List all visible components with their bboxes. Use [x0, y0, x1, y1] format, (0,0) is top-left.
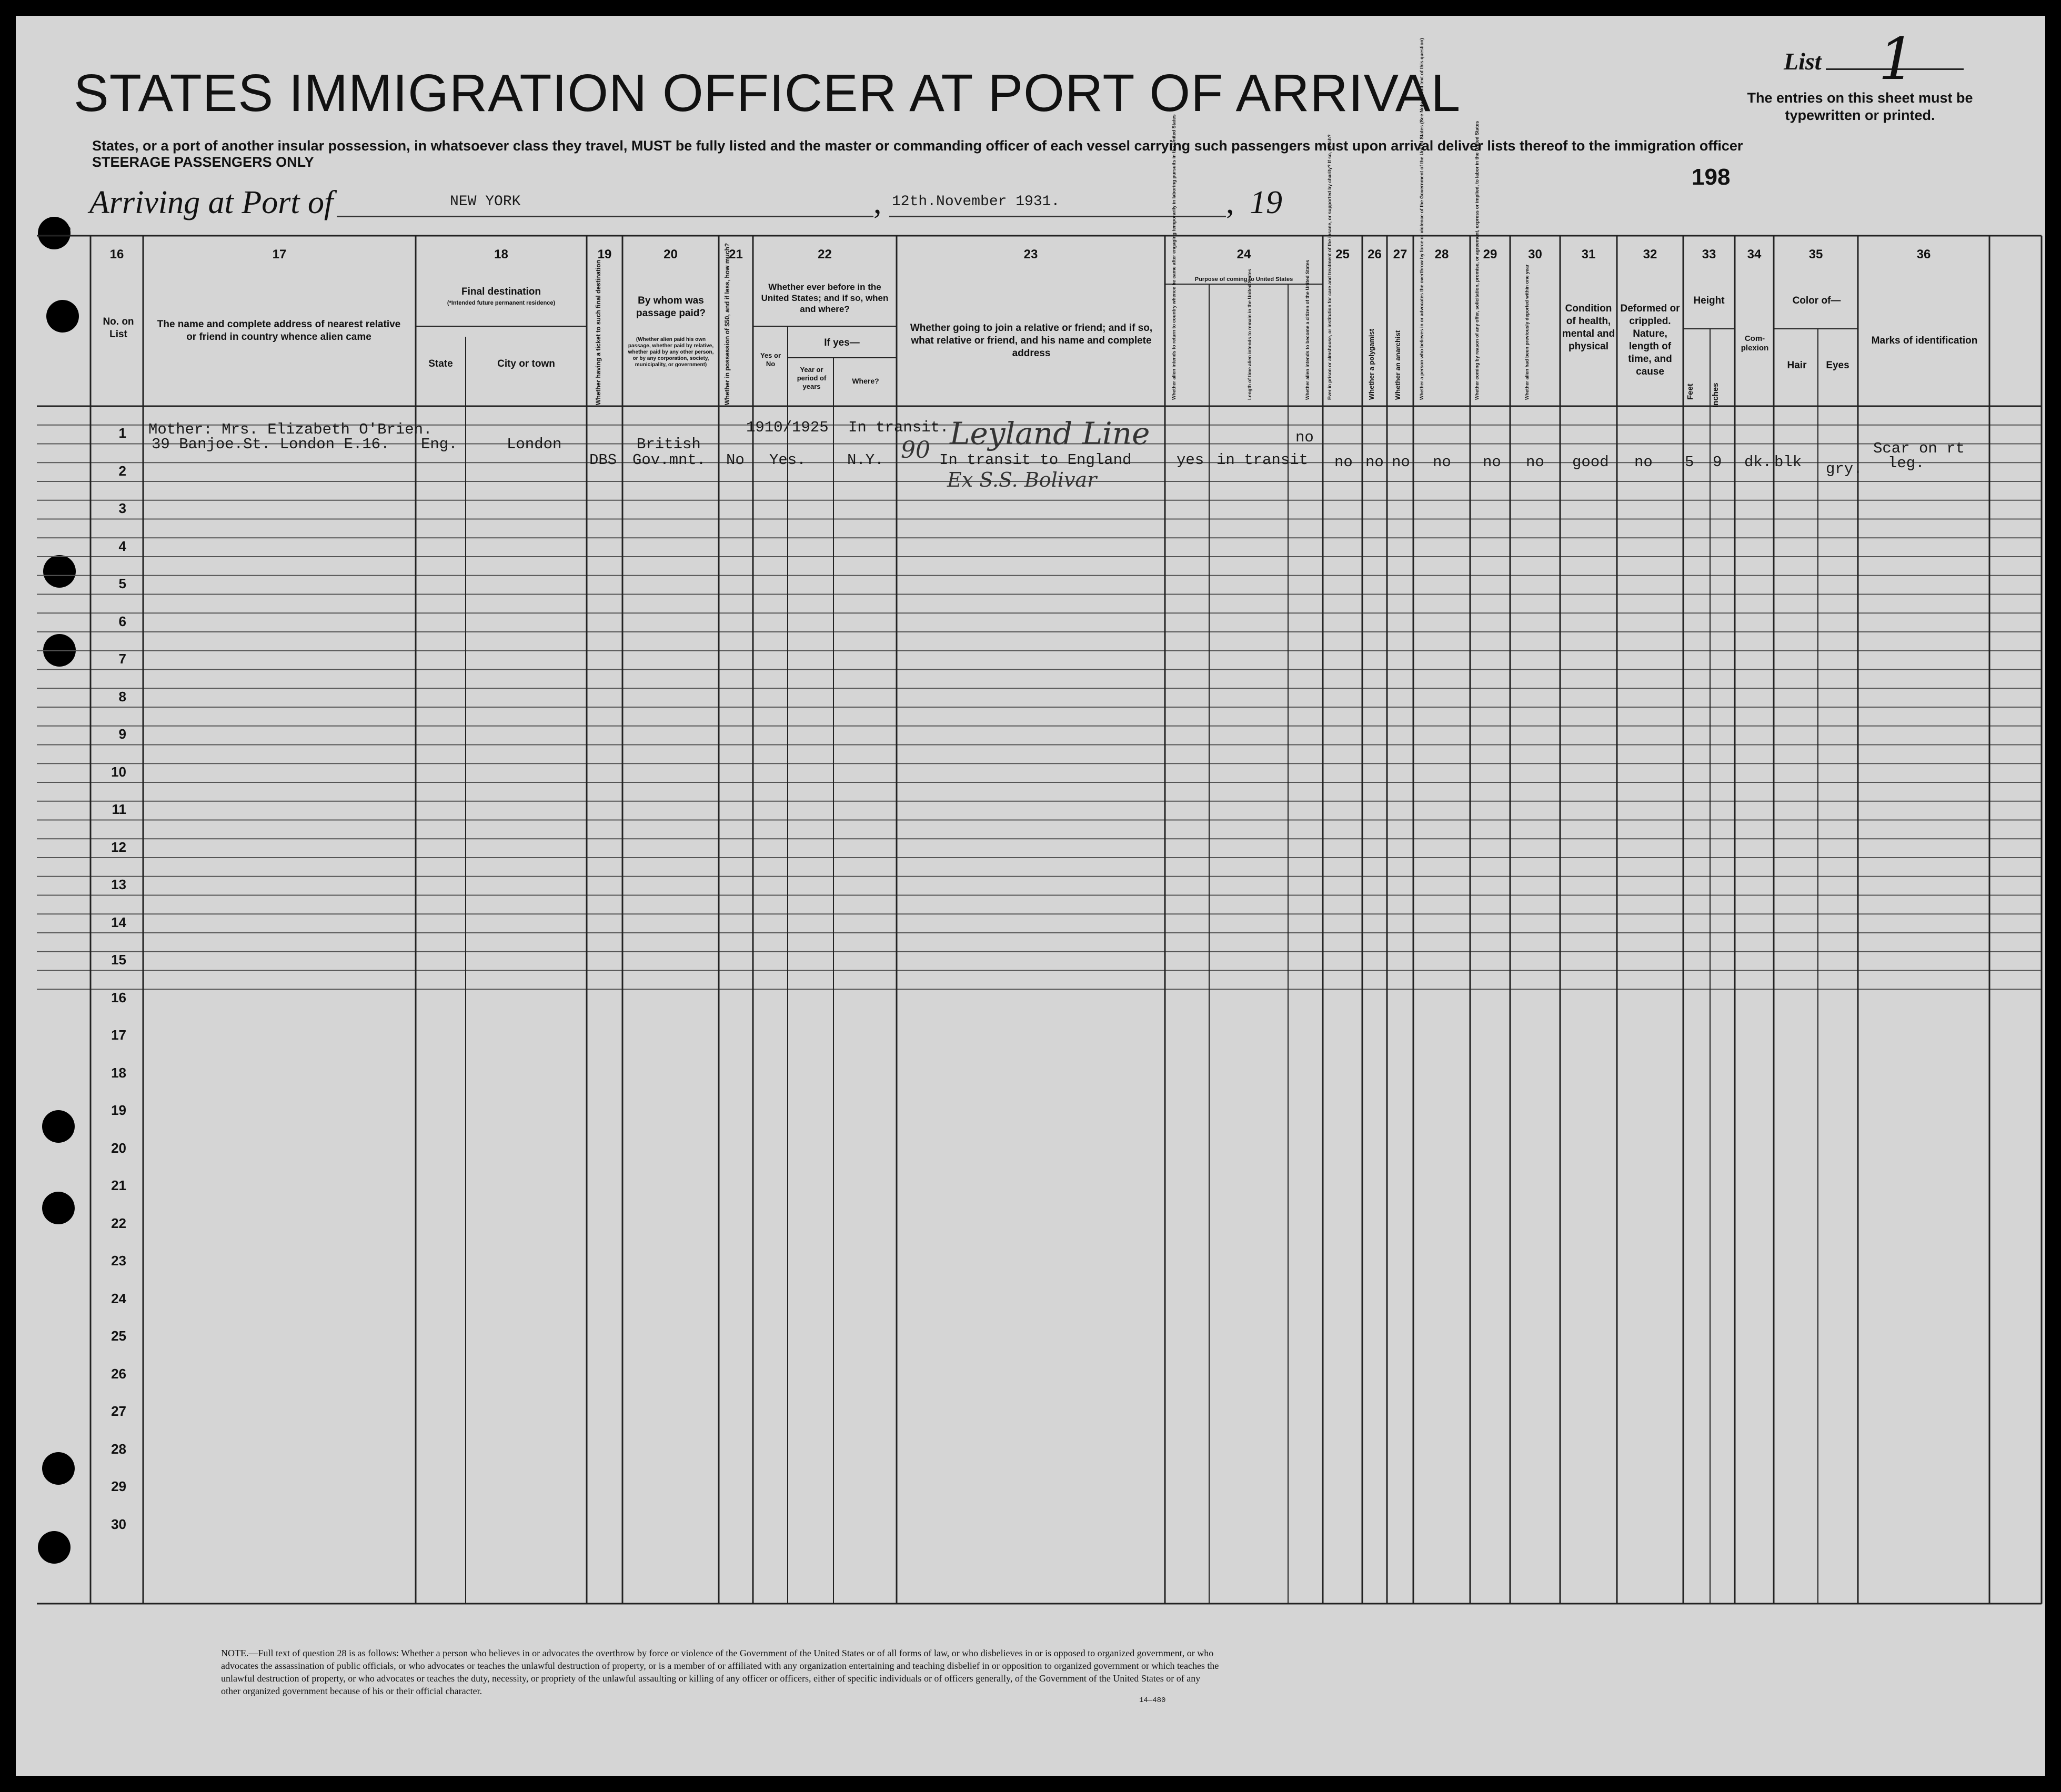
entry-health: good [1572, 454, 1609, 471]
row-number: 25 [111, 1328, 126, 1344]
header-purpose-return: Whether alien intends to return to country whence he came after engaging temporarily in laboring pursuits in the United States [1171, 114, 1177, 400]
entry-ticket: DBS [589, 451, 617, 469]
header-anarchist: Whether an anarchist [1394, 330, 1402, 400]
row-number: 11 [112, 801, 126, 817]
header-passage-note: (Whether alien paid his own passage, whether paid by relative, whether paid by any other person, or by any corporation, society, municipality, or government) [628, 337, 714, 368]
header-no-on-list: No. on List [103, 316, 134, 340]
row-number: 22 [111, 1215, 126, 1231]
entry-c25: no [1334, 454, 1353, 471]
entry-hair: blk [1774, 454, 1802, 471]
entry-ever-before-yes: Yes. [769, 451, 806, 469]
header-polygamist: Whether a polygamist [1368, 328, 1375, 400]
entry-relative-line1: Mother: Mrs. Elizabeth O'Brien. [148, 421, 433, 438]
header-joining: Whether going to join a relative or friend; and if so, what relative or friend, and his name and complete address [910, 323, 1153, 359]
list-label: List [1784, 48, 1822, 75]
row-number: 1 [118, 425, 126, 441]
entry-deformed: no [1634, 454, 1653, 471]
entry-city: London [507, 436, 562, 453]
entry-c27: no [1392, 454, 1410, 471]
date-value: 12th.November 1931. [892, 194, 1060, 210]
header-purpose-length: Length of time alien intends to remain in the United States [1247, 268, 1252, 400]
entry-c30: no [1526, 454, 1544, 471]
header-purpose-citizen: Whether alien intends to become a citizen of the United States [1305, 259, 1310, 400]
entry-marks-line2: leg. [1888, 455, 1925, 472]
comma-1: , [873, 185, 882, 220]
header-ticket: Whether having a ticket to such final destination [595, 259, 602, 405]
header-ever-before: Whether ever before in the United States; and if so, when and where? [761, 282, 889, 314]
row-number: 5 [118, 576, 126, 591]
row-number: 16 [111, 989, 126, 1005]
header-money: Whether in possession of $50, and if less, how much? [723, 243, 731, 405]
header-marks: Marks of identification [1871, 335, 1978, 346]
row-number: 27 [111, 1403, 126, 1419]
row-number: 24 [111, 1290, 126, 1306]
col-num-26: 26 [1368, 247, 1382, 261]
instruction-line: States, or a port of another insular possession, in whatsoever class they travel, MUST be fully listed and the master or commanding officer of each vessel carrying such passengers must upon arrival deliver lists thereof to the immigration officer [92, 138, 1743, 154]
entry-hand-mark: 90 [901, 437, 930, 464]
header-color-of: Color of— [1792, 295, 1841, 306]
col-num-30: 30 [1528, 247, 1542, 261]
header-if-yes: If yes— [824, 337, 860, 348]
row-number: 3 [118, 500, 126, 516]
header-final-destination-note: (*Intended future permanent residence) [447, 300, 556, 306]
entry-hand-line2: Ex S.S. Bolivar [947, 468, 1097, 491]
header-c25: Ever in prison or almshouse, or institution for care and treatment of the insane, or supported by charity? If so, which? [1327, 134, 1332, 400]
row-number: 18 [111, 1064, 126, 1081]
row-number: 26 [111, 1365, 126, 1382]
arriving-label: Arriving at Port of [89, 185, 334, 220]
entry-hand-line1: Leyland Line [950, 416, 1150, 451]
entry-c26: no [1365, 454, 1384, 471]
col-num-36: 36 [1916, 247, 1931, 261]
row-number: 9 [118, 726, 126, 742]
steerage-line: STEERAGE PASSENGERS ONLY [92, 154, 314, 170]
col-num-23: 23 [1023, 247, 1038, 261]
row-number: 6 [118, 613, 126, 629]
header-yes-or-no: Yes or No [760, 351, 781, 368]
entry-c29: no [1483, 454, 1501, 471]
row-number: 8 [118, 688, 126, 704]
col-num-35: 35 [1808, 247, 1823, 261]
header-c29: Whether coming by reason of any offer, solicitation, promise, or agreement, express or implied, to labor in the United States [1474, 120, 1480, 400]
entry-eyes: gry. [1826, 460, 1863, 478]
header-condition: Condition of health, mental and physical [1562, 303, 1615, 352]
col-num-21: 21 [729, 247, 743, 261]
header-passage-paid: By whom was passage paid? [636, 295, 706, 319]
row-number: 19 [111, 1102, 126, 1118]
entry-inches: 9 [1713, 454, 1722, 471]
entry-length-of-stay: in transit [1217, 451, 1309, 469]
entry-ever-before-where: N.Y. [847, 451, 884, 469]
header-where: Where? [852, 377, 879, 385]
header-inches: Inches [1711, 382, 1720, 408]
header-purpose: Purpose of coming to United States [1194, 276, 1293, 283]
entry-paid-line2: Gov.mnt. [632, 451, 706, 469]
port-value: NEW YORK [450, 194, 521, 210]
row-number: 14 [111, 914, 126, 930]
sheet-number: 198 [1692, 164, 1731, 190]
entry-ever-before-years: 1910/1925 [746, 419, 829, 436]
row-number: 12 [111, 839, 126, 855]
row-number: 15 [111, 952, 126, 968]
year-prefix: 19 [1250, 185, 1282, 220]
col-num-29: 29 [1483, 247, 1497, 261]
header-year-period: Year or period of years [797, 366, 827, 390]
entry-citizen: no [1295, 429, 1314, 446]
col-num-24: 24 [1236, 247, 1251, 261]
form-number-bottom: 14—480 [1139, 1696, 1166, 1705]
footnote-question-28: NOTE.—Full text of question 28 is as follows: Whether a person who believes in or advocates the overthrow by force or violence of the Government of the United States or of all forms of law, or who disbelieves in or is opposed to organized government, or who advocates the assassination of public officials, or who advocates or teaches the unlawful destruction of property, or is a member of or affiliated with any organization entertaining and teaching disbelief in or opposition to organized government or which teaches the unlawful destruction of property, or who advocates or teaches the duty, necessity, or propriety of the unlawful assaulting or killing of any officer or officers, either of specific individuals or of officers generally, of the Government of the United States or of any other organized government because of his or their official character. [221, 1648, 1219, 1696]
entry-in-transit-top: In transit. [848, 419, 949, 436]
col-num-16: 16 [109, 247, 124, 261]
form-title: STATES IMMIGRATION OFFICER AT PORT OF ARRIVAL [74, 64, 1461, 123]
header-feet: Feet [1686, 384, 1695, 400]
col-num-33: 33 [1702, 247, 1716, 261]
entry-state: Eng. [421, 436, 458, 453]
comma-2: , [1226, 185, 1234, 220]
entry-feet: 5 [1685, 454, 1694, 471]
row-number: 4 [118, 538, 126, 554]
entry-marks-line1: Scar on rt [1873, 440, 1965, 457]
row-number: 10 [111, 763, 126, 780]
entry-complexion: dk. [1744, 454, 1772, 471]
row-number: 13 [111, 877, 126, 892]
col-num-34: 34 [1747, 247, 1762, 261]
entry-money: No [726, 451, 745, 469]
col-num-27: 27 [1393, 247, 1407, 261]
col-num-25: 25 [1335, 247, 1350, 261]
col-num-28: 28 [1434, 247, 1449, 261]
col-num-22: 22 [818, 247, 832, 261]
header-nearest-relative: The name and complete address of nearest relative or friend in country whence alien came [157, 319, 401, 343]
row-number: 30 [111, 1516, 126, 1532]
row-number: 17 [111, 1027, 126, 1043]
row-number: 23 [111, 1253, 126, 1269]
header-height: Height [1693, 295, 1725, 306]
header-state: State [428, 358, 453, 369]
header-city: City or town [497, 358, 555, 369]
col-num-19: 19 [597, 247, 612, 261]
row-number: 2 [118, 462, 126, 479]
col-num-18: 18 [494, 247, 508, 261]
header-deformed: Deformed or crippled. Nature, length of time, and cause [1620, 303, 1680, 377]
entry-c28: no [1433, 454, 1451, 471]
header-final-destination: Final destination [461, 286, 541, 297]
entry-relative-line2: 39 Banjoe.St. London E.16. [152, 436, 390, 453]
col-num-17: 17 [272, 247, 287, 261]
header-eyes: Eyes [1826, 360, 1849, 371]
header-complexion: Com- plexion [1741, 334, 1769, 353]
row-number: 20 [111, 1140, 126, 1156]
col-num-32: 32 [1643, 247, 1657, 261]
row-number: 7 [118, 651, 126, 667]
header-c30: Whether alien had been previously deported within one year [1524, 264, 1530, 400]
entries-note: The entries on this sheet must be typewritten or printed. [1747, 90, 1973, 123]
row-number: 29 [111, 1478, 126, 1494]
entry-joining: In transit to England [939, 451, 1132, 469]
list-number: 1 [1878, 25, 1915, 93]
header-hair: Hair [1787, 360, 1807, 371]
header-c28: Whether a person who believes in or advocates the overthrow by force or violence of the Government of the United States (See Note for full text of this question) [1419, 38, 1424, 400]
row-number: 21 [111, 1177, 126, 1193]
row-number: 28 [111, 1441, 126, 1457]
entry-return-intent: yes [1177, 451, 1204, 469]
col-num-31: 31 [1581, 247, 1596, 261]
col-num-20: 20 [663, 247, 678, 261]
entry-paid-line1: British [637, 436, 701, 453]
